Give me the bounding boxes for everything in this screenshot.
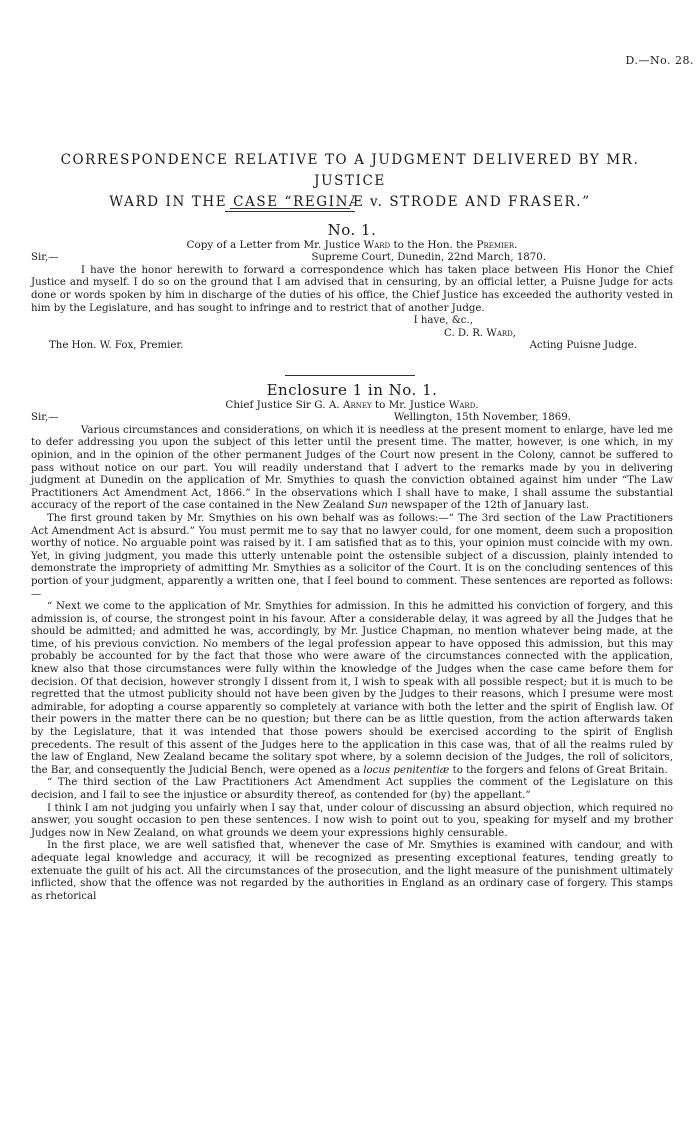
section-divider — [285, 375, 415, 376]
paragraph-text: newspaper of the 12th of January last. — [387, 500, 590, 512]
enclosure-1 — [31, 381, 673, 903]
enclosure-heading: Enclosure 1 in No. 1. — [266, 381, 438, 399]
paragraph-6: In the first place, we are well satisfied that, whenever the case of Mr. Smythies is examined with candour, and with adequate legal knowledge and accuracy, it will be recognized as presenting exceptional features, tending greatly to extenuate the guilt of his act. All the circumstances of the prosecution, and the light measure of the punishment ultimately inflicted, show that the offence was not regarded by the authorities in England as an ordinary case of forgery. This stamps as rhetorical — [31, 840, 673, 902]
paragraph-4-quote: “ The third section of the Law Practitioners Act Amendment Act supplies the comment of the Legislature on this decision, and I fail to see the injustice or absurdity thereof, as contended for (by) the appellant.” — [31, 777, 673, 801]
subtitle-text: Chief Justice Sir G. A. — [225, 398, 343, 411]
title-line-1: CORRESPONDENCE RELATIVE TO A JUDGMENT DELIVERED BY MR. JUSTICE — [60, 152, 640, 189]
letter-1 — [31, 221, 673, 353]
subtitle-text: . — [475, 398, 479, 411]
letter-body: I have the honor herewith to forward a correspondence which has taken place between His Honor the Chief Justice and myself. I do so on the ground that I am advised that in censuring, by an official letter, a Puisne Judge for acts done or words spoken by him in discharge of the duties of his office, the Chief Justice has exceeded the authority vested in him by the Legislature, and has sought to infringe and to restrict that of another Judge. — [31, 264, 673, 314]
paragraph-5: I think I am not judging you unfairly when I say that, under colour of discussing an absurd objection, which required no answer, you sought occasion to pen these sentences. I now wish to point out to you, speaking for myself and my brother Judges now in New Zealand, on what grounds we deem your expressions highly censurable. — [31, 802, 673, 839]
signature: C. D. R. Ward, — [444, 327, 516, 339]
subtitle-text: Copy of a Letter from Mr. Justice — [186, 238, 364, 251]
letter-number: No. 1. — [327, 221, 377, 239]
subtitle-text: to Mr. Justice — [371, 398, 449, 411]
enclosure-subtitle — [31, 399, 673, 412]
subtitle-name: Premier — [476, 238, 515, 251]
latin-phrase: locus penitentiæ — [363, 764, 450, 776]
recipient: The Hon. W. Fox, Premier. — [49, 340, 184, 352]
subtitle-name: Arney — [342, 398, 372, 411]
document-title — [24, 150, 676, 213]
sender-address: Supreme Court, Dunedin, 22nd March, 1870. — [311, 252, 546, 264]
subtitle-name: Ward — [448, 398, 476, 411]
newspaper-name: Sun — [367, 500, 388, 512]
subtitle-name: Ward — [363, 238, 391, 251]
paragraph-1 — [31, 425, 673, 513]
title-line-2: WARD IN THE CASE “REGINÆ v. STRODE AND FRASER.” — [109, 194, 591, 210]
closing: I have, &c., — [413, 315, 473, 327]
page-reference: D.—No. 28. — [625, 54, 694, 67]
title-divider-top — [230, 208, 350, 209]
salutation-row — [31, 252, 673, 265]
title-divider-bottom — [225, 211, 355, 212]
signer-position: Acting Puisne Judge. — [529, 340, 637, 352]
subtitle-text: . — [514, 238, 518, 251]
paragraph-text: to the forgers and felons of Great Britain. — [449, 764, 668, 776]
paragraph-text: Various circumstances and considerations, on which it is needless at the present moment to enlarge, have led me to defer addressing you upon the subject of this letter until the present time. The matter, however, is one which, in my opinion, and in the opinion of the other permanent Judges of the Court now present in the Colony, cannot be suffered to pass without notice on our part. You will readily understand that I advert to the remarks made by you in delivering judgment at Dunedin on the application of Mr. Smythies to quash the conviction obtained against him under “The Law Practitioners Act Amendment Act, 1866.” In the observations which I shall have to make, I shall assume the substantial accuracy of the report of the case contained in the New Zealand — [31, 424, 673, 512]
subtitle-text: to the Hon. the — [390, 238, 477, 251]
paragraph-2: The first ground taken by Mr. Smythies on his own behalf was as follows:—“ The 3rd section of the Law Practitioners Act Amendment Act is absurd.” You must permit me to say that no lawyer could, for one moment, deem such a proposition worthy of notice. No arguable point was raised by it. I am satisfied that as to this, your opinion must coincide with my own. Yet, in giving judgment, you made this utterly untenable point the ostensible subject of a discussion, plainly intended to demonstrate the impropriety of admitting Mr. Smythies as a solicitor of the Court. It is on the concluding sentences of this portion of your judgment, apparently a written one, that I feel bound to comment. These sentences are reported as follows:— — [31, 512, 673, 600]
salutation: Sir,— — [31, 252, 59, 264]
paragraph-3-quote — [31, 601, 673, 777]
paragraph-text: “ Next we come to the application of Mr. Smythies for admission. In this he admitted his conviction of forgery, and this admission is, of course, the strongest point in his favour. After a considerable delay, it was agreed by all the Judges that he should be admitted; and admitted he was, accordingly, by Mr. Justice Chapman, no mention whatever being made, at the time, of his previous conviction. No members of the legal profession appear to have opposed this admission, but this may probably be accounted for by the fact that those who were aware of the circumstances connected with the application, knew also that those circumstances were fully within the knowledge of the Judges when the case came before them for decision. Of that decision, however strongly I dissent from it, I wish to speak with all possible respect; but it is much to be regretted that the utmost publicity should not have been given by the Judges to their reasons, which I presume were most admirable, for adopting a course apparently so completely at variance with both the letter and the spirit of English law. Of their powers in the matter there can be no question; but there can be as little question, from the action afterwards taken by the Legislature, that it was intended that those powers should be exercised according to the spirit of English precedents. The result of this assent of the Judges here to the application in this case was, that of all the realms ruled by the law of England, New Zealand became the solitary spot where, by a solemn decision of the Judges, the roll of solicitors, the Bar, and consequently the Judicial Bench, were opened as a — [31, 601, 673, 776]
sender-address: Wellington, 15th November, 1869. — [393, 412, 571, 424]
salutation: Sir,— — [31, 412, 59, 424]
salutation-row — [31, 412, 673, 425]
letter-subtitle — [31, 239, 673, 252]
signature-row — [31, 340, 673, 353]
